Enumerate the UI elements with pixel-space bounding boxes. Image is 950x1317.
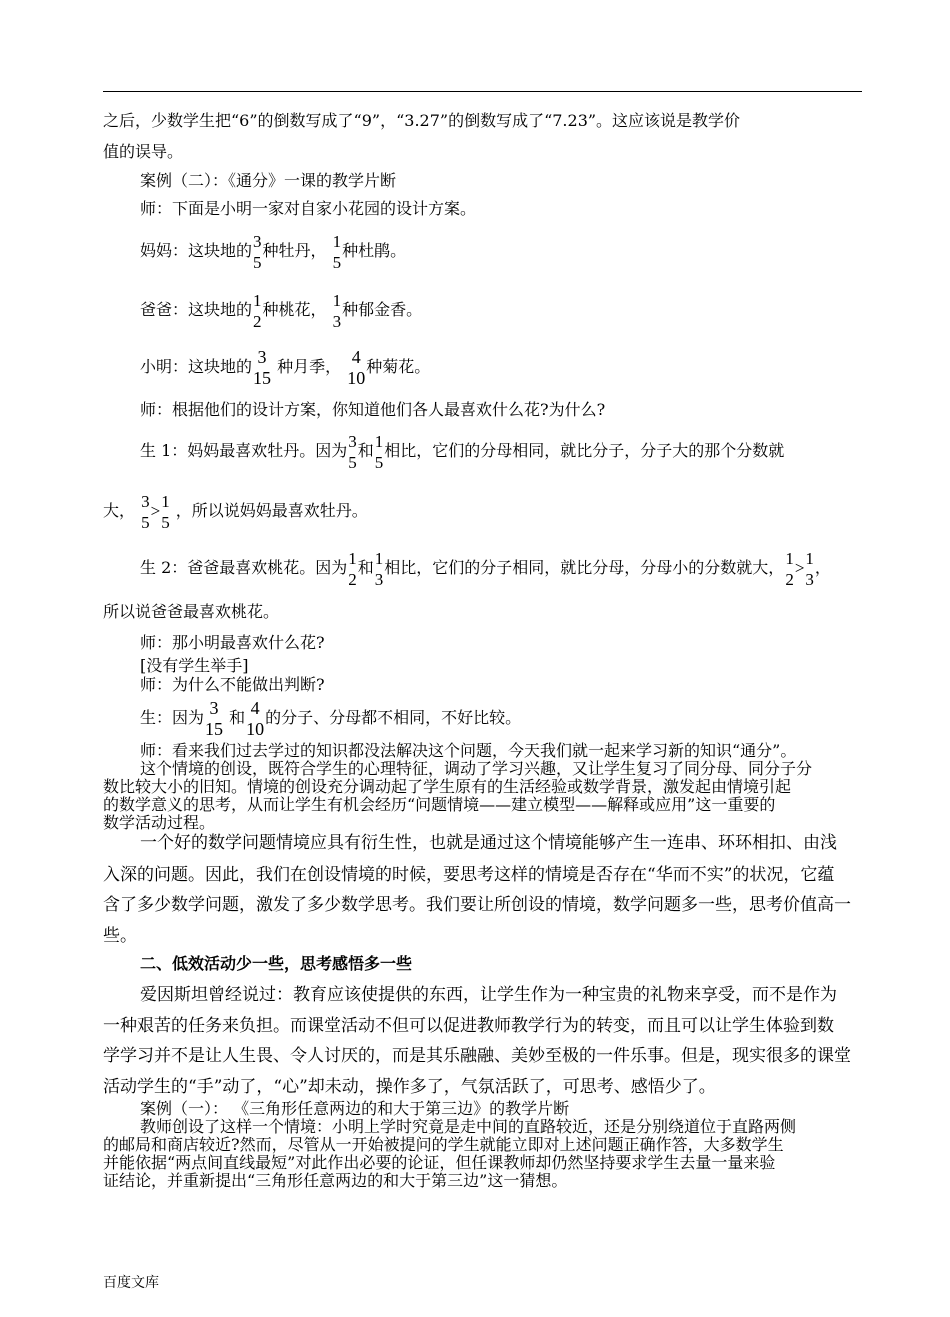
case-title: 案例（二）：《通分》一课的教学片断: [140, 171, 397, 190]
student1-line-cont: 大， 3 5 > 1 5 ，所以说妈妈最喜欢牡丹。: [103, 491, 368, 532]
label: 妈妈：这块地的: [140, 241, 253, 260]
text-line: 入深的问题。因此，我们在创设情境的时候，要思考这样的情境是否存在“华而不实”的状况，它蕴: [103, 865, 835, 885]
fraction-3-15: 3 15: [253, 346, 272, 388]
header-rule: [103, 91, 862, 92]
fraction-1-5: 1 5: [161, 491, 170, 532]
xiaoming-line: 小明：这块地的 3 15 种月季， 4 10 种菊花。: [140, 346, 431, 388]
mom-line: 妈妈：这块地的 3 5 种牡丹， 1 5 种杜鹃。: [140, 231, 407, 272]
footer-brand: 百度文库: [103, 1275, 159, 1291]
student1-line: 生 1：妈妈最喜欢牡丹。因为 3 5 和 1 5 相比，它们的分母相同，就比分子，分子大的那个分数就: [140, 431, 785, 472]
fraction-4-10: 4 10: [347, 346, 366, 388]
text-line: 教师创设了这样一个情境：小明上学时究竟是走中间的直路较近，还是分别绕道位于直路两侧: [140, 1117, 797, 1136]
fraction-1-3: 1 3: [374, 548, 384, 589]
greater-than: >: [150, 501, 161, 521]
fraction-1-3: 1 3: [332, 290, 342, 331]
text-line: 含了多少数学问题，激发了多少数学思考。我们要让所创设的情境，数学问题多一些，思考价值高一: [103, 895, 851, 915]
text-line: 师：为什么不能做出判断?: [140, 675, 325, 694]
text-line: 师：根据他们的设计方案，你知道他们各人最喜欢什么花?为什么?: [140, 400, 606, 419]
text-line: 活动学生的“手”动了，“心”却未动，操作多了，气氛活跃了，可思考、感悟少了。: [103, 1077, 716, 1097]
text-line: 一种艰苦的任务来负担。而课堂活动不但可以促进教师教学行为的转变，而且可以让学生体验到数: [103, 1016, 834, 1036]
text-line: 所以说爸爸最喜欢桃花。: [103, 602, 280, 621]
text-line: 数比较大小的旧知。情境的创设充分调动起了学生原有的生活经验或数学背景，激发起由情境引起: [103, 777, 792, 796]
text-line: 这个情境的创设，既符合学生的心理特征，调动了学习兴趣，又让学生复习了同分母、同分子分: [140, 759, 813, 778]
text-line: 的邮局和商店较近?然而，尽管从一开始被提问的学生就能立即对上述问题正确作答，大多数学生: [103, 1135, 784, 1154]
text-line: 并能依据“两点间直线最短”对此作出必要的论证，但任课教师却仍然坚持要求学生去量一量来验: [103, 1153, 776, 1172]
text-line: 师：那小明最喜欢什么花?: [140, 633, 325, 652]
fraction-4-10: 4 10: [246, 697, 265, 739]
student2-line: 生 2：爸爸最喜欢桃花。因为 1 2 和 1 3 相比，它们的分子相同，就比分母，分母小的分数就大， 1 2 > 1 3 ，: [140, 548, 831, 589]
fraction-1-2: 1 2: [253, 290, 262, 331]
fraction-1-2: 1 2: [348, 548, 357, 589]
text-line: 证结论，并重新提出“三角形任意两边的和大于第三边”这一猜想。: [103, 1171, 568, 1190]
text-line: 学学习并不是让人生畏、令人讨厌的，而是其乐融融、美妙至极的一件乐事。但是，现实很多的课堂: [103, 1046, 851, 1066]
fraction-3-5: 3 5: [253, 231, 262, 272]
text-line: 爱因斯坦曾经说过：教育应该使提供的东西，让学生作为一种宝贵的礼物来享受，而不是作为: [140, 985, 837, 1005]
fraction-1-2: 1 2: [785, 548, 794, 589]
case-title: 案例（一）： 《三角形任意两边的和大于第三边》的教学片断: [140, 1099, 570, 1118]
text-line: 值的误导。: [103, 142, 184, 161]
fraction-1-5: 1 5: [374, 431, 384, 472]
section-heading: 二、低效活动少一些，思考感悟多一些: [140, 954, 413, 973]
text-line: 些。: [103, 926, 137, 946]
student3-line: 生：因为 3 15 和 4 10 的分子、分母都不相同，不好比较。: [140, 697, 522, 739]
text-line: 师：看来我们过去学过的知识都没法解决这个问题，今天我们就一起来学习新的知识“通分”。: [140, 741, 797, 760]
fraction-3-15: 3 15: [205, 697, 224, 739]
fraction-3-5: 3 5: [348, 431, 357, 472]
text-line: 师：下面是小明一家对自家小花园的设计方案。: [140, 199, 477, 218]
text-line: 数学活动过程。: [103, 813, 216, 832]
fraction-3-5: 3 5: [141, 491, 150, 532]
text-line: 一个好的数学问题情境应具有衍生性，也就是通过这个情境能够产生一连串、环环相扣、由浅: [140, 833, 837, 853]
dad-line: 爸爸：这块地的 1 2 种桃花， 1 3 种郁金香。: [140, 290, 423, 331]
text-line: 之后，少数学生把“6”的倒数写成了“9”，“3.27”的倒数写成了“7.23”。这应该说是教学价: [103, 111, 741, 130]
fraction-1-3: 1 3: [805, 548, 814, 589]
text-line: 的数学意义的思考，从而让学生有机会经历“问题情境——建立模型——解释或应用”这一重要的: [103, 795, 776, 814]
greater-than: >: [794, 558, 805, 578]
text-line: [没有学生举手]: [140, 656, 249, 675]
fraction-1-5: 1 5: [332, 231, 342, 272]
